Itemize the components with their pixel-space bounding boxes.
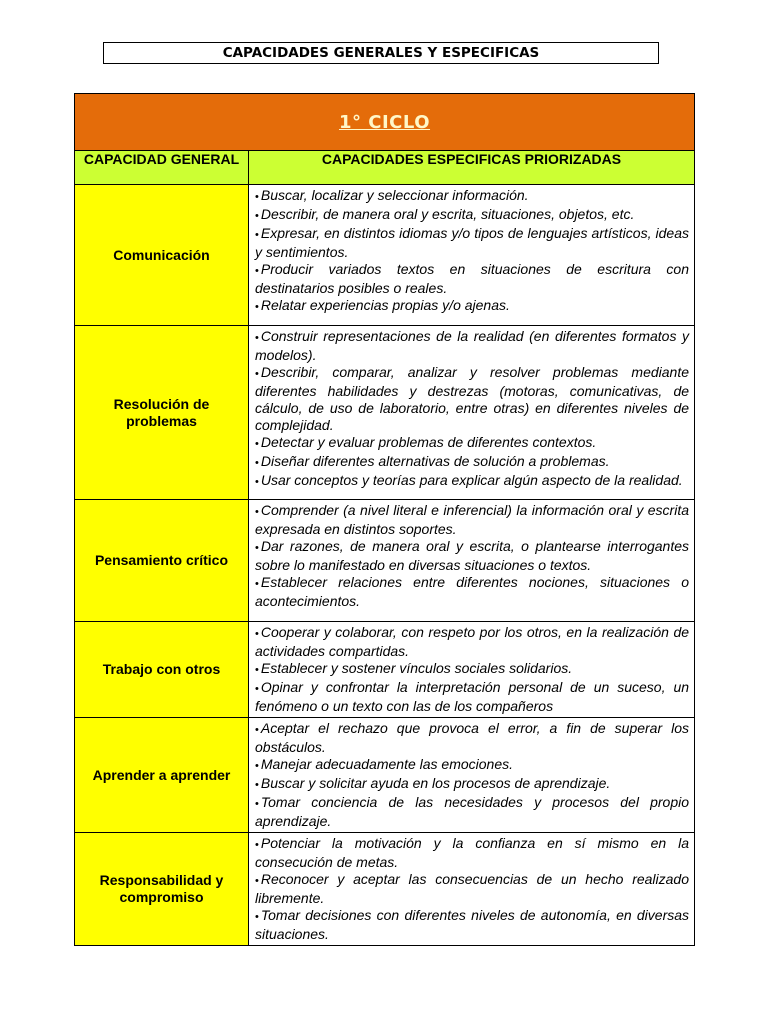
bullet-icon: •	[255, 578, 259, 590]
table-row	[75, 185, 695, 326]
specific-capacities	[249, 326, 695, 500]
column-header-row	[75, 151, 695, 185]
table-row	[75, 622, 695, 718]
list-item-text: Manejar adecuadamente las emociones.	[260, 756, 514, 772]
table-row	[75, 326, 695, 500]
bullet-icon: •	[255, 506, 259, 518]
list-item-text: Usar conceptos y teorías para explicar algún aspecto de la realidad.	[260, 472, 683, 488]
list-item-text: Construir representaciones de la realidad (en diferentes formatos y modelos).	[255, 328, 690, 363]
specific-capacities	[249, 718, 695, 833]
list-item	[255, 720, 689, 756]
page-title: CAPACIDADES GENERALES Y ESPECIFICAS	[103, 42, 659, 64]
list-item-text: Comprender (a nivel literal e inferencial) la información oral y escrita expresada en distintos soportes.	[255, 502, 690, 537]
general-capacity: Responsabilidad y compromiso	[75, 833, 249, 946]
table-row	[75, 500, 695, 622]
list-item	[255, 328, 689, 364]
cycle-header-row	[75, 94, 695, 151]
general-capacity: Trabajo con otros	[75, 622, 249, 718]
table-row	[75, 833, 695, 946]
list-item	[255, 502, 689, 538]
list-item	[255, 624, 689, 660]
list-item-text: Aceptar el rechazo que provoca el error, a fin de superar los obstáculos.	[255, 720, 690, 755]
list-item	[255, 225, 689, 261]
list-item-text: Establecer relaciones entre diferentes nociones, situaciones o acontecimientos.	[255, 574, 690, 609]
bullet-icon: •	[255, 229, 259, 241]
list-item-text: Producir variados textos en situaciones de escritura con destinatarios posibles o reales.	[255, 261, 690, 296]
bullet-icon: •	[255, 438, 259, 450]
list-item-text: Potenciar la motivación y la confianza en sí mismo en la consecución de metas.	[255, 835, 690, 870]
general-capacity: Comunicación	[75, 185, 249, 326]
list-item	[255, 297, 689, 316]
bullet-icon: •	[255, 457, 259, 469]
list-item-text: Diseñar diferentes alternativas de solución a problemas.	[260, 453, 610, 469]
list-item	[255, 187, 689, 206]
list-item	[255, 835, 689, 871]
bullet-icon: •	[255, 875, 259, 887]
list-item	[255, 660, 689, 679]
list-item	[255, 434, 689, 453]
bullet-icon: •	[255, 265, 259, 277]
list-item-text: Dar razones, de manera oral y escrita, o plantearse interrogantes sobre lo manifestado en diversas situaciones o textos.	[255, 538, 690, 573]
bullet-icon: •	[255, 332, 259, 344]
header-general: CAPACIDAD GENERAL	[75, 151, 249, 185]
bullet-icon: •	[255, 542, 259, 554]
list-item-text: Cooperar y colaborar, con respeto por los otros, en la realización de actividades compartidas.	[255, 624, 690, 659]
list-item	[255, 261, 689, 297]
bullet-icon: •	[255, 191, 259, 203]
specific-list	[255, 187, 689, 316]
list-item-text: Reconocer y aceptar las consecuencias de un hecho realizado libremente.	[255, 871, 690, 906]
specific-capacities	[249, 833, 695, 946]
list-item	[255, 453, 689, 472]
general-capacity: Resolución de problemas	[75, 326, 249, 500]
list-item-text: Describir, de manera oral y escrita, situaciones, objetos, etc.	[260, 206, 635, 222]
list-item	[255, 756, 689, 775]
list-item-text: Opinar y confrontar la interpretación personal de un suceso, un fenómeno o un texto con las de los compañeros	[255, 679, 690, 714]
list-item-text: Tomar conciencia de las necesidades y procesos del propio aprendizaje.	[255, 794, 690, 829]
list-item	[255, 679, 689, 715]
bullet-icon: •	[255, 476, 259, 488]
general-capacity: Aprender a aprender	[75, 718, 249, 833]
list-item-text: Tomar decisiones con diferentes niveles de autonomía, en diversas situaciones.	[255, 907, 690, 942]
list-item	[255, 907, 689, 943]
bullet-icon: •	[255, 779, 259, 791]
bullet-icon: •	[255, 724, 259, 736]
list-item	[255, 206, 689, 225]
specific-capacities	[249, 185, 695, 326]
list-item	[255, 794, 689, 830]
specific-capacities	[249, 500, 695, 622]
table-body	[75, 185, 695, 946]
bullet-icon: •	[255, 760, 259, 772]
list-item-text: Establecer y sostener vínculos sociales solidarios.	[260, 660, 573, 676]
bullet-icon: •	[255, 798, 259, 810]
header-specific: CAPACIDADES ESPECIFICAS PRIORIZADAS	[249, 151, 695, 185]
bullet-icon: •	[255, 210, 259, 222]
cycle-header	[75, 94, 695, 151]
list-item-text: Buscar y solicitar ayuda en los procesos de aprendizaje.	[260, 775, 611, 791]
list-item	[255, 472, 689, 491]
list-item	[255, 364, 689, 434]
specific-list	[255, 835, 689, 943]
list-item-text: Detectar y evaluar problemas de diferentes contextos.	[260, 434, 597, 450]
specific-list	[255, 720, 689, 830]
specific-list	[255, 328, 689, 491]
specific-capacities	[249, 622, 695, 718]
capacities-table	[74, 93, 695, 946]
list-item	[255, 538, 689, 574]
list-item-text: Relatar experiencias propias y/o ajenas.	[260, 297, 510, 313]
list-item-text: Describir, comparar, analizar y resolver problemas mediante diferentes habilidades y destrezas (motoras, comunicativas, de cálculo, de uso de laboratorio, entre otras) en diferentes niveles de complejidad.	[255, 364, 690, 433]
bullet-icon: •	[255, 839, 259, 851]
bullet-icon: •	[255, 911, 259, 923]
list-item-text: Buscar, localizar y seleccionar información.	[260, 187, 529, 203]
table-row	[75, 718, 695, 833]
bullet-icon: •	[255, 301, 259, 313]
list-item	[255, 574, 689, 610]
list-item-text: Expresar, en distintos idiomas y/o tipos de lenguajes artísticos, ideas y sentimientos.	[255, 225, 690, 260]
bullet-icon: •	[255, 368, 259, 380]
specific-list	[255, 502, 689, 610]
specific-list	[255, 624, 689, 715]
bullet-icon: •	[255, 683, 259, 695]
list-item	[255, 775, 689, 794]
general-capacity: Pensamiento crítico	[75, 500, 249, 622]
cycle-title: 1° CICLO	[338, 111, 431, 133]
list-item	[255, 871, 689, 907]
bullet-icon: •	[255, 628, 259, 640]
bullet-icon: •	[255, 664, 259, 676]
